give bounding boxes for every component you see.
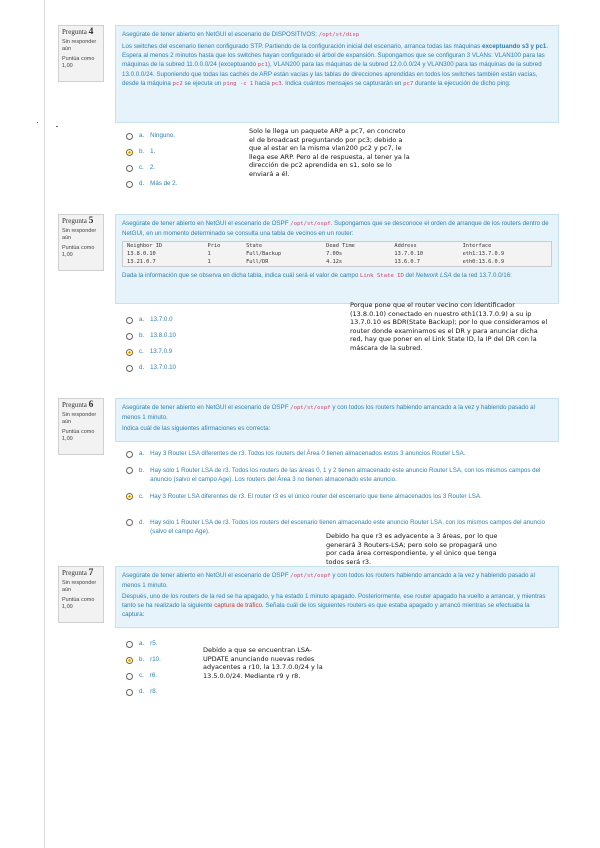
question-number: Pregunta 4 xyxy=(62,27,94,37)
radio-button[interactable] xyxy=(126,467,133,474)
stray-mark xyxy=(37,122,38,123)
question-number: Pregunta 6 xyxy=(62,400,94,410)
option-c[interactable]: c. Hay 3 Router LSA diferentes de r3. El router r3 es el único router del escenario que tiene almacenados los 3 Router LSA. xyxy=(126,492,546,501)
radio-button[interactable] xyxy=(126,451,133,458)
option-d[interactable]: d. r8. xyxy=(126,688,157,696)
radio-button[interactable] xyxy=(126,133,133,140)
radio-button-selected[interactable] xyxy=(126,657,133,664)
option-a[interactable]: a. Ninguno. xyxy=(126,132,175,140)
radio-button[interactable] xyxy=(126,181,133,188)
radio-button[interactable] xyxy=(126,317,133,324)
option-c[interactable]: c. 2. xyxy=(126,164,155,172)
radio-button[interactable] xyxy=(126,333,133,340)
radio-button-selected[interactable] xyxy=(126,349,133,356)
option-c[interactable]: c. r6. xyxy=(126,672,157,680)
option-d[interactable]: d. Hay sólo 1 Router LSA de r3. Todos los routers del escenario tienen almacenado este anuncio Router LSA, con los mismos campos del anuncio (salvo el campo Age). xyxy=(126,518,546,536)
question-info-4 xyxy=(58,25,104,82)
option-d[interactable]: d. 13.7.0.10 xyxy=(126,364,176,372)
question-info-6 xyxy=(58,398,104,455)
option-b[interactable]: b. Hay sólo 1 Router LSA de r3. Todos los routers de las áreas 0, 1 y 2 tienen almacenado este anuncio Router LSA, con los mismos campos del anuncio (salvo el campo Age). Los routers del Área 3 no tienen almacenado este anuncio. xyxy=(126,466,546,484)
question-number: Pregunta 7 xyxy=(62,568,94,578)
capture-link[interactable]: captura de tráfico xyxy=(214,602,263,609)
question-intro: Asegúrate de tener abierto en NetGUI el escenario de DISPOSITIVOS: /opt/st/disp xyxy=(122,31,360,38)
question-text-box xyxy=(115,25,559,123)
question-text-box xyxy=(115,566,559,628)
radio-button[interactable] xyxy=(126,641,133,648)
question-intro: Asegúrate de tener abierto en NetGUI el escenario de OSPF /opt/st/ospf. Supongamos que se desconoce el orden de arranque de los routers dentro de NetGUI, en un momento determinado se consulta una tabla de vecinos en un router: xyxy=(122,220,549,237)
table-row: 13.8.0.10 1 Full/Backup 7.00s 13.7.0.10 eth1:13.7.0.9 xyxy=(127,251,505,257)
question-text-box xyxy=(115,214,559,304)
option-b[interactable]: b. 13.8.0.10 xyxy=(126,332,176,340)
question-points: Puntúa como 1,00 xyxy=(62,56,95,69)
option-a[interactable]: a. r5. xyxy=(126,640,157,648)
handwritten-note: Debido a que se encuentran LSA-UPDATE anunciando nuevas redes adyacentes a r10, la 13.7.0.0/24 y la 13.5.0.0/24. Mediante r9 y r8. xyxy=(203,646,323,680)
question-body: Después, uno de los routers de la red se ha apagado, y ha estado 1 minuto apagado. Posteriormente, ese router apagado ha vuelto a arrancar, y mientras tanto se ha realizado la siguiente captura de tráfico. Señala cuál de los siguientes routers es que estaba apagado y arrancó mientras se efectuaba la captura: xyxy=(122,593,546,618)
radio-button[interactable] xyxy=(126,519,133,526)
question-text-box xyxy=(115,398,559,442)
question-info-5 xyxy=(58,214,104,271)
table-row: 13.21.0.7 1 Full/DR 4.12s 13.6.0.7 eth0:13.6.0.9 xyxy=(127,259,505,265)
question-points: Puntúa como 1,00 xyxy=(62,245,95,258)
radio-button[interactable] xyxy=(126,165,133,172)
handwritten-note: Porque pone que el router vecino con identificador (13.8.0.10) conectado en nuestro eth1(13.7.0.9) a su ip 13.7.0.10 es BDR(State Backup); por lo que consideramos el router donde examinamos es el DR y para anunciar dicha red, hay que poner en el Link State ID, la IP del DR con la máscara de la subred. xyxy=(350,301,548,352)
page-margin-line xyxy=(44,0,45,848)
radio-button[interactable] xyxy=(126,673,133,680)
question-info-7 xyxy=(58,566,104,623)
option-b[interactable]: b. r10. xyxy=(126,656,161,664)
option-c[interactable]: c. 13.7.0.9 xyxy=(126,348,172,356)
question-intro: Asegúrate de tener abierto en NetGUI el escenario de OSPF /opt/st/ospf y con todos los routers habiendo arrancado a la vez y habiendo pasado al menos 1 minuto. xyxy=(122,572,535,589)
option-d[interactable]: d. Más de 2. xyxy=(126,180,177,188)
stray-mark xyxy=(56,126,58,127)
radio-button[interactable] xyxy=(126,365,133,372)
question-status: Sin responder aún xyxy=(62,39,97,52)
handwritten-note: Debido ha que r3 es adyacente a 3 áreas, por lo que generará 3 Routers-LSA; pero solo se propagará uno por cada área correspondiente, y el único que tenga todos será r3. xyxy=(326,532,498,566)
question-body: Dada la información que se observa en dicha tabla, indica cuál será el valor de campo Link State ID del Network LSA de la red 13.7.0.0/16: xyxy=(122,272,512,279)
option-a[interactable]: a. 13.7.0.0 xyxy=(126,316,173,324)
question-status: Sin responder aún xyxy=(62,228,97,241)
radio-button-selected[interactable] xyxy=(126,493,133,500)
question-body: Los switches del escenario tienen configurado STP. Partiendo de la configuración inicial del escenario, arranca todas las máquinas exceptuando s3 y pc1. Espera al menos 2 minutos hasta que los switches hayan configurado el árbol de expansión. Supongamos que se configuran 3 VLANs: VLAN100 para las máquinas de la subred 11.0.0.0/24 (exceptuando pc1), VLAN200 para las máquinas de la subred 12.0.0.0/24 y VLAN300 para las máquinas de la subred 13.0.0.0/24. Suponiendo que todas las cachés de ARP están vacías y las tablas de direcciones aprendidas en todos los switches también están vacías, desde la máquina pc2 se ejecuta un ping -c 1 hacia pc3. Indica cuántos mensajes se capturarán en pc7 durante la ejecución de dicho ping: xyxy=(122,43,549,87)
handwritten-note: Solo le llega un paquete ARP a pc7, en concreto el de broadcast preguntando por pc3; debido a que al estar en la misma vlan200 pc2 y pc7, le llega ese ARP. Pero al de respuesta, al tener ya la dirección de pc2 aprendida en s1, solo se lo enviará a él. xyxy=(249,127,410,178)
question-intro: Asegúrate de tener abierto en NetGUI el escenario de OSPF /opt/st/ospf y con todos los routers habiendo arrancado a la vez y habiendo pasado al menos 1 minuto. xyxy=(122,404,535,421)
question-status: Sin responder aún xyxy=(62,412,97,425)
question-number: Pregunta 5 xyxy=(62,216,94,226)
question-points: Puntúa como 1,00 xyxy=(62,429,95,442)
option-b[interactable]: b. 1. xyxy=(126,148,155,156)
question-status: Sin responder aún xyxy=(62,580,97,593)
question-prompt: Indica cuál de las siguientes afirmaciones es correcta: xyxy=(122,425,271,432)
radio-button-selected[interactable] xyxy=(126,149,133,156)
neighbor-table xyxy=(122,241,552,267)
radio-button[interactable] xyxy=(126,689,133,696)
table-header: Neighbor ID Prio State Dead Time Address Interface xyxy=(127,243,492,249)
question-points: Puntúa como 1,00 xyxy=(62,597,95,610)
option-a[interactable]: a. Hay 3 Router LSA diferentes de r3. Todos los routers del Área 0 tienen almacenados estos 3 anuncios Router LSA. xyxy=(126,450,546,458)
